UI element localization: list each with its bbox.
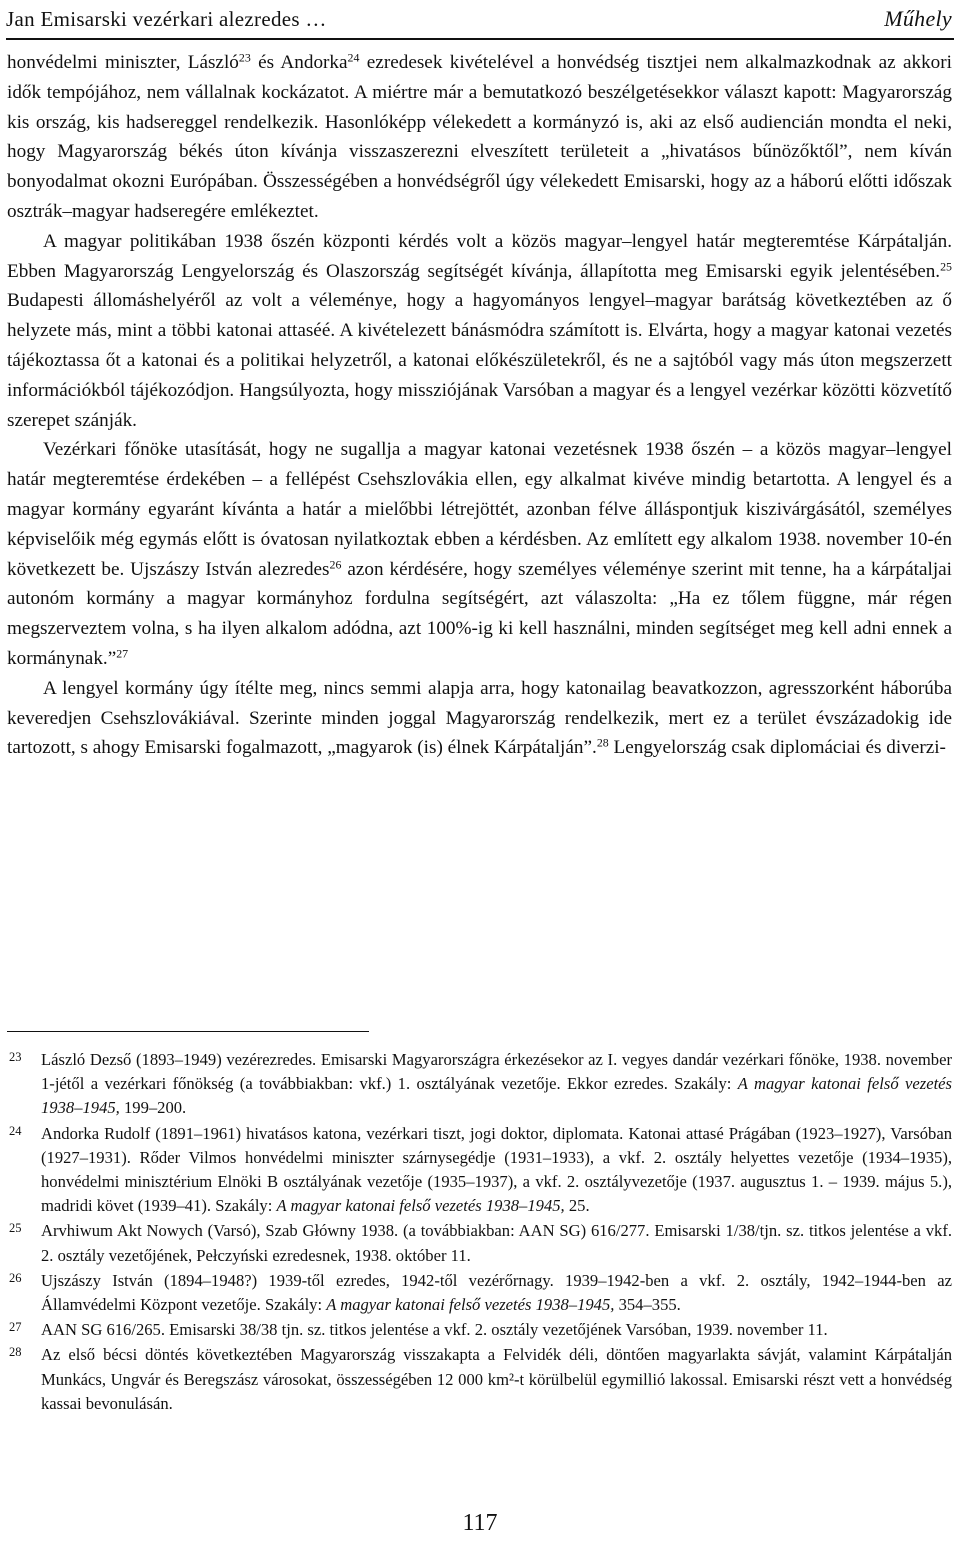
footnote-28 xyxy=(7,1343,952,1416)
paragraph-1: honvédelmi miniszter, László$^{23}$ és Andorka$^{24}$ ezredesek kivételével a honvédség tisztjei nem alkalmazkodnak az akkori idők tempójához, nem vállalnak kockázatot. A miértre már a bemutatkozó beszélgetésekkor választ kapott: Magyarország kis ország, kis hadsereggel rendelkezik. Hasonlóképp vélekedett a kormányzó is, aki az első audiencián mondta el neki, hogy Magyarország békés úton kívánja visszaszerezni elveszített területeit a „hivatásos bűnözőktől”, nem kíván bonyodalmat okozni Európában. Összességében a honvédségről úgy vélekedett Emisarski, hogy az a háború előtti időszak osztrák–magyar hadseregére emlékeztet. xyxy=(7,50,952,222)
footnote-text: AAN SG 616/265. Emisarski 38/38 tjn. sz. titkos jelentése a vkf. 2. osztály vezetőjének Varsóban, 1939. november 11. xyxy=(41,1320,828,1340)
footnote-text: Andorka Rudolf (1891–1961) hivatásos katona, vezérkari tiszt, jogi doktor, diplomata. Katonai attasé Prágában (1923–1927), Varsóban (1927–1931). Rőder Vilmos honvédelmi miniszter szárnysegédje (1931–1933), a vkf. 2. osztály helyettes vezetője (1934–1935), honvédelmi minisztérium Elnöki B osztályának vezetője (1935–1937), a vkf. 2. osztályvezetője (1937. augusztus 1. – 1939. május 5.), madridi követ (1939–41). Szakály: A magyar katonai felső vezetés 1938–1945, 25. xyxy=(41,1123,952,1216)
footnote-26 xyxy=(7,1269,952,1317)
footnote-text: László Dezső (1893–1949) vezérezredes. Emisarski Magyarországra érkezésekor az I. vegyes dandár vezérkari főnöke, 1938. november 1-jétől a vezérkari főnökség (a továbbiakban: vkf.) 1. osztályának vezetője. Ekkor ezredes. Szakály: A magyar katonai felső vezetés 1938–1945, 199–200. xyxy=(41,1050,952,1118)
footnote-number: 24 xyxy=(9,1123,22,1138)
footnote-ref-25[interactable]: 25 xyxy=(940,259,952,274)
footnote-24 xyxy=(7,1122,952,1219)
footnote-text: Ujszászy István (1894–1948?) 1939-től ezredes, 1942-től vezérőrnagy. 1939–1942-ben a vkf. 2. osztály, 1942–1944-ben az Államvédelmi Központ vezetője. Szakály: A magyar katonai felső vezetés 1938–1945, 354–355. xyxy=(41,1270,952,1315)
footnote-ref-23[interactable]: 23 xyxy=(238,50,251,65)
footnote-text: Az első bécsi döntés következtében Magyarország visszakapta a Felvidék déli, döntően magyarlakta sávját, valamint Kárpátalján Munkács, Ungvár és Beregszász városokat, összességében 12 000 km²-t körülbelül egymillió lakossal. Emisarski részt vett a honvédség kassai bevonulásán. xyxy=(41,1345,952,1413)
paragraph-4: A lengyel kormány úgy ítélte meg, nincs semmi alapja arra, hogy katonailag beavatkozzon, agresszorként háborúba keveredjen Csehszlovákiával. Szerinte minden joggal Magyarország rendelkezik, mert ez a terület évszázadokig ide tartozott, s ahogy Emisarski fogalmazott, „magyarok (is) élnek Kárpátalján”.$^{28}$ Lengyelország csak diplomáciai és diverzi- xyxy=(7,677,952,759)
footnote-ref-24[interactable]: 24 xyxy=(347,50,360,65)
footnote-number: 27 xyxy=(9,1320,22,1335)
footnote-number: 25 xyxy=(9,1221,22,1236)
footnote-number: 26 xyxy=(9,1270,22,1285)
footnote-rule xyxy=(7,1031,369,1032)
paragraph-2: A magyar politikában 1938 őszén központi kérdés volt a közös magyar–lengyel határ megteremtése Kárpátalján. Ebben Magyarország Lengyelország és Olaszország segítségét kívánja, állapította meg Emisarski egyik jelentésében.$^{25}$ Budapesti állomáshelyéről az volt a véleménye, hogy a hagyományos lengyel–magyar barátság következtében az ő helyzete más, mint a többi katonai attaséé. A kivételezett bánásmódra számított is. Elvárta, hogy a magyar katonai vezetés tájékoztassa őt a katonai és a politikai helyzetről, a katonai előkészületekről, és ne a sajtóból vagy más úton megszerzett információkból tájékozódjon. Hangsúlyozta, hogy missziójának Varsóban a magyar és a lengyel vezérkar közötti közvetítő szerepet szánják. xyxy=(7,230,952,431)
page-number: 117 xyxy=(462,1510,498,1536)
footnote-23 xyxy=(7,1048,952,1121)
footnote-number: 28 xyxy=(9,1345,22,1360)
header-rule xyxy=(6,38,954,40)
footnote-25 xyxy=(7,1219,952,1267)
running-header xyxy=(6,0,952,32)
footnote-ref-27[interactable]: 27 xyxy=(116,646,129,661)
running-header-section: Műhely xyxy=(884,6,952,31)
article-body xyxy=(7,48,952,763)
footnote-ref-26[interactable]: 26 xyxy=(329,557,342,571)
footnote-ref-28[interactable]: 28 xyxy=(596,735,609,750)
footnotes xyxy=(7,1048,952,1417)
running-header-title: Jan Emisarski vezérkari alezredes … xyxy=(6,7,327,31)
footnote-number: 23 xyxy=(9,1050,22,1064)
footnote-27 xyxy=(7,1318,952,1342)
paragraph-3: Vezérkari főnöke utasítását, hogy ne sugallja a magyar katonai vezetésnek 1938 őszén – a közös magyar–lengyel határ megteremtése érdekében – a fellépést Csehszlovákia ellen, egy alkalmat kivéve mindig betartotta. A lengyel és a magyar kormány egyaránt kívánta a határ a mielőbbi létrejöttét, azonban félve álláspontjuk kiszivárgásától, személyes képviselőik még egymás előtt is óvatosan nyilatkoztak ebben a kérdésben. Az említett egy alkalom 1938. november 10-én következett be. Ujszászy István alezredes$^{26}$ azon kérdésére, hogy személyes véleménye szerint mit tenne, ha a kárpátaljai autonóm kormány a magyar kormányhoz fordulna segítségért, azt válaszolta: „Ha ez tőlem függne, már régen megszerveztem volna, s ha ilyen alkalom adódna, azt 100%-ig ki kell használni, minden segítséget meg kell adni ennek a kormánynak.”$^{27}$ xyxy=(7,439,953,669)
footnote-text: Arvhiwum Akt Nowych (Varsó), Szab Główny 1938. (a továbbiakban: AAN SG) 616/277. Emisarski 1/38/tjn. sz. titkos jelentése a vkf. 2. osztály vezetőjének, Pełczyński ezredesnek, 1938. október 11. xyxy=(41,1221,952,1265)
